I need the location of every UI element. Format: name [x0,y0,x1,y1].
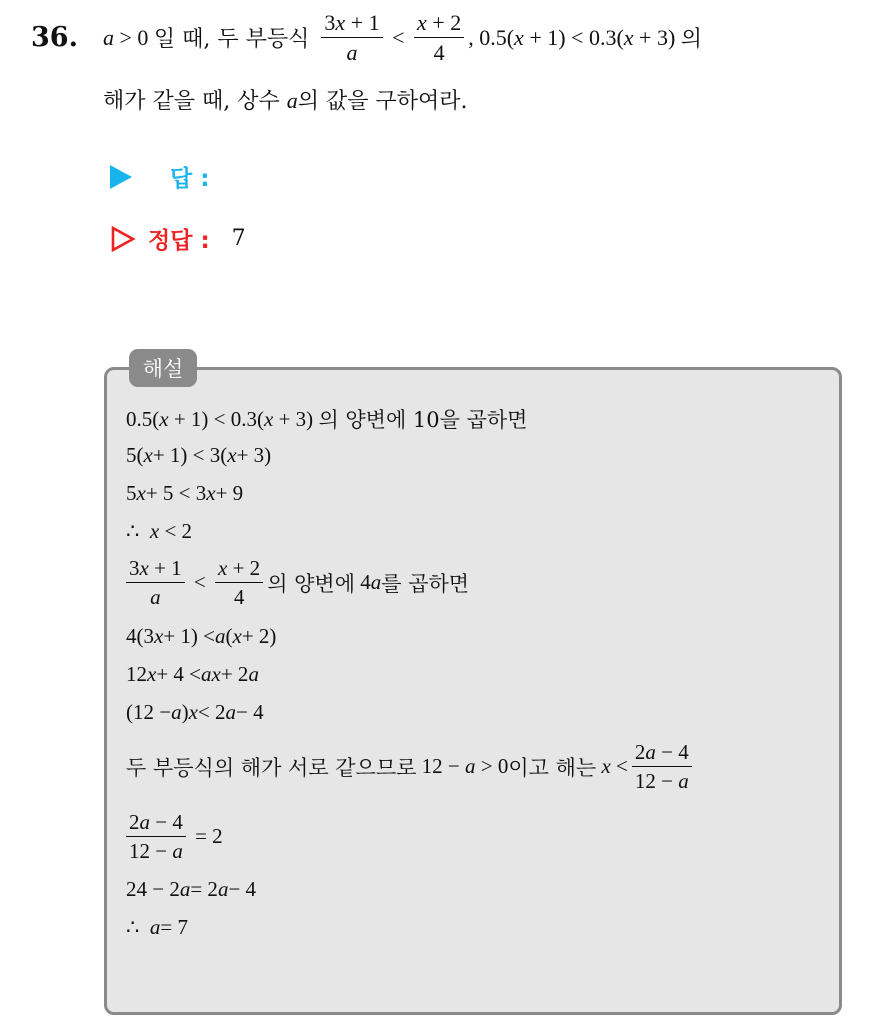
solution-text-5b: 를 곱하면 [381,571,470,596]
solution-line-2: 5( x + 1) < 3( x + 3) [126,443,272,467]
question-text-line2b: 의 값을 구하여라. [297,89,468,114]
fraction-3x1-over-a: $\frac{3x + 1}{a}$ [321,10,382,66]
math-second-inequality: , 0.5(x + 1) < 0.3(x + 3) [468,24,681,50]
correct-answer-row [110,222,246,255]
solution-line-10: $\frac{2a - 4}{12 - a}$ = 2 [126,810,223,863]
question-text-of: 의 [680,27,703,53]
solution-text-5: 의 양변에 [267,571,356,596]
var-a: a [103,24,114,50]
var-a-2: a [286,88,298,113]
answer-label: 답 : [170,166,210,192]
solution-line-7: 12 x + 4 < ax + 2 a [126,662,259,686]
question-line-2 [103,84,468,115]
solution-line-11: 24 − 2 a = 2 a − 4 [126,877,257,901]
correct-answer-value: 7 [231,226,246,251]
solution-line-4: ∴ x < 2 [126,519,193,543]
sol-fraction-x2-over-4: $\frac{x + 2}{4}$ [215,556,263,609]
solution-line-3: 5 x + 5 < 3 x + 9 [126,481,244,505]
solution-line-1: 0.5(x + 1) < 0.3(x + 3) 의 양변에 10을 곱하면 [126,404,527,434]
math-lt: < [386,24,411,50]
question-text-line2a: 해가 같을 때, 상수 [103,89,280,114]
play-arrow-icon [110,165,132,189]
solution-text-9b: 이고 해는 [508,755,597,780]
solution-line-9: 두 부등식의 해가 서로 같으므로 12 − a > 0 이고 해는 x < $\frac{2a - 4}{12 - a}$ [126,740,696,793]
sol-fraction-2a4-over-12a: $\frac{2a - 4}{12 - a}$ [632,740,692,793]
solution-text-1: 의 양변에 10을 곱하면 [318,408,528,432]
answer-row [110,160,209,193]
question-text-when: 일 때, 두 부등식 [153,27,310,53]
sol-fraction-2a4-over-12a-b: $\frac{2a - 4}{12 - a}$ [126,810,186,863]
fraction-x2-over-4: $\frac{x + 2}{4}$ [414,10,464,66]
outline-arrow-icon [110,226,136,252]
question-number: 36. [31,22,78,53]
question-line-1 [103,10,702,66]
solution-text-9a: 두 부등식의 해가 서로 같으므로 [126,755,417,780]
math-gt-zero: > 0 [114,24,154,50]
solution-tab: 해설 [129,349,197,387]
sol-fraction-3x1-over-a: $\frac{3x + 1}{a}$ [126,556,185,609]
solution-line-12: ∴ a = 7 [126,915,188,939]
solution-line-6: 4(3 x + 1) < a ( x + 2) [126,624,277,648]
correct-answer-label: 정답 : [148,228,210,254]
solution-line-5: $\frac{3x + 1}{a}$ < $\frac{x + 2}{4}$ 의 양변에 4a 를 곱하면 [126,556,469,609]
solution-line-8: (12 − a ) x < 2 a − 4 [126,700,264,724]
